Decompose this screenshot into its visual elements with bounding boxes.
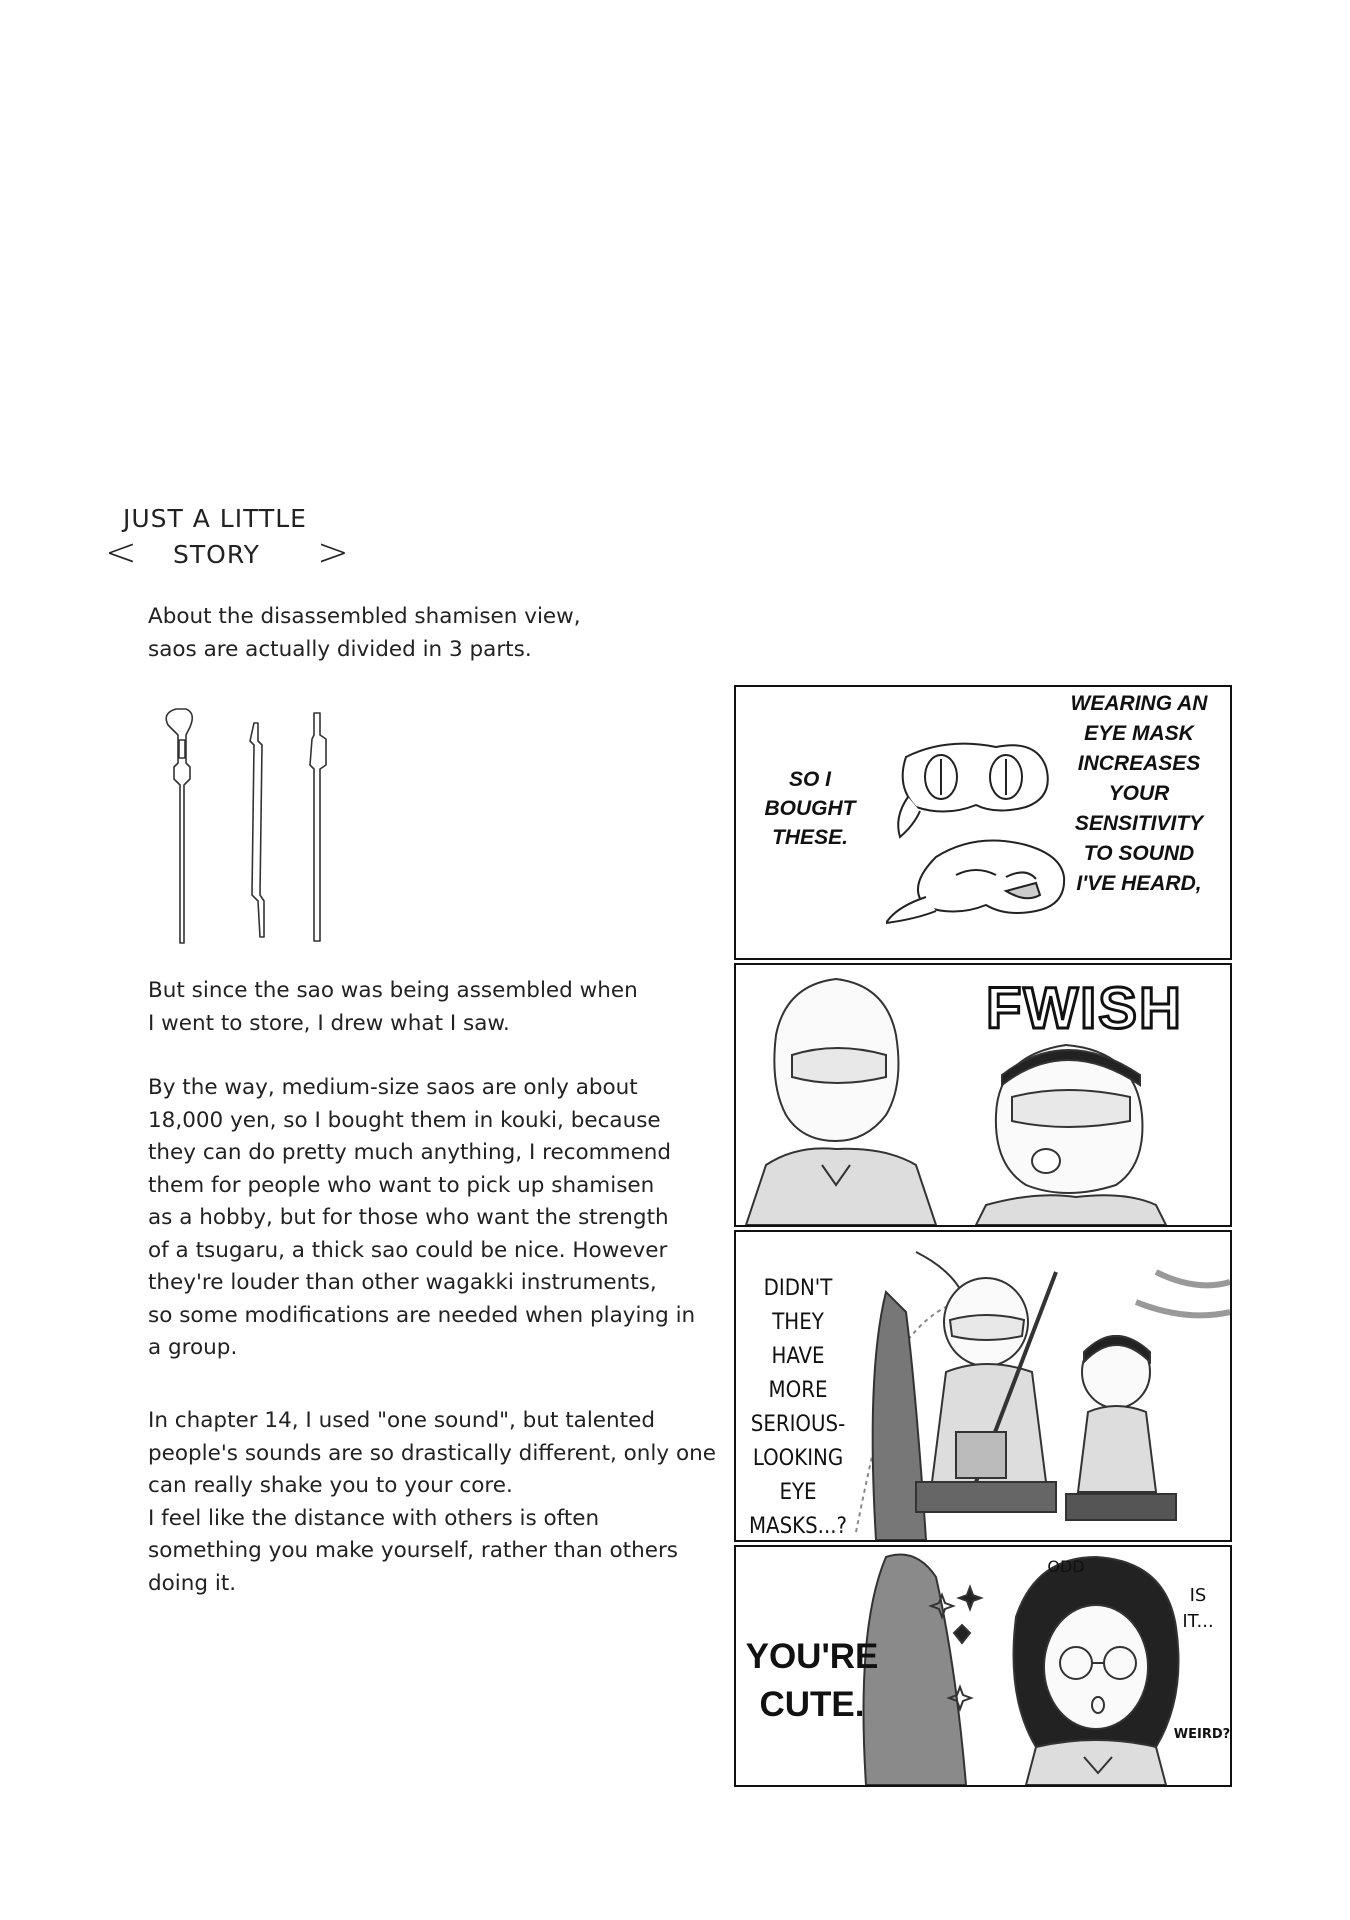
header-bracket-right: >	[317, 530, 349, 574]
notes-line: of a tsugaru, a thick sao could be nice. However	[148, 1237, 668, 1263]
speech-line: YOUR	[1108, 782, 1170, 805]
speech-line: THEY HAVE	[771, 1310, 825, 1369]
notes-line: doing it.	[148, 1570, 237, 1596]
sao-part-middle	[250, 723, 264, 937]
speech-line: IT...	[1182, 1611, 1214, 1632]
speech-line: EYE MASK	[1084, 722, 1194, 745]
comic-panel-3	[734, 1230, 1232, 1542]
header-title-line1: JUST A LITTLE	[123, 504, 307, 533]
notes-line: so some modifications are needed when playing in	[148, 1302, 696, 1328]
speech-bubble	[744, 1272, 852, 1542]
speech-line: SENSITIVITY	[1074, 812, 1204, 835]
notes-line: they can do pretty much anything, I recommend	[148, 1140, 672, 1165]
header-title-line2: STORY	[173, 540, 260, 569]
speech-line: LOOKING	[752, 1446, 844, 1471]
sfx-fwish: FWISH	[986, 976, 1183, 1041]
speech-line: I'VE HEARD,	[1076, 872, 1202, 895]
speech-line: MORE	[768, 1378, 828, 1403]
notes-line: as a hobby, but for those who want the strength	[148, 1205, 669, 1230]
speech-bubble-left	[750, 765, 870, 852]
speech-line: IS	[1189, 1585, 1207, 1606]
notes-line: a group.	[148, 1335, 238, 1360]
sao-part-lower	[310, 713, 326, 941]
speech-weird: WEIRD?	[1173, 1727, 1231, 1742]
comic-panel-2	[734, 963, 1232, 1227]
speech-line: WEARING AN	[1070, 692, 1208, 715]
notes-line: 18,000 yen, so I bought them in kouki, because	[148, 1107, 661, 1133]
notes-paragraph-3	[148, 1072, 708, 1365]
speech-line: DIDN'T	[763, 1276, 833, 1301]
notes-line: About the disassembled shamisen view,	[148, 604, 581, 629]
speech-bubble-right	[1054, 689, 1224, 899]
section-header	[105, 500, 349, 580]
notes-line: something you make yourself, rather than others	[148, 1538, 678, 1563]
header-bracket-left: <	[105, 530, 137, 574]
speech-line: INCREASES	[1077, 752, 1201, 775]
notes-intro	[148, 601, 708, 666]
notes-line: saos are actually divided in 3 parts.	[148, 636, 532, 662]
speech-line: EYE	[779, 1480, 817, 1505]
comic-strip	[734, 685, 1232, 1787]
speech-line: BOUGHT	[764, 797, 856, 820]
notes-line: But since the sao was being assembled when	[148, 978, 638, 1003]
notes-paragraph-4	[148, 1405, 716, 1600]
notes-line: In chapter 14, I used "one sound", but talented	[148, 1408, 655, 1433]
sfx-odd: ODD	[1047, 1557, 1085, 1576]
comic-panel-4	[734, 1545, 1232, 1787]
speech-bubble-left	[742, 1633, 882, 1729]
speech-line: THESE.	[772, 826, 848, 849]
notes-line: By the way, medium-size saos are only about	[148, 1075, 638, 1100]
speech-line: SO I	[788, 768, 831, 791]
notes-line: people's sounds are so drastically different, only one	[148, 1440, 716, 1466]
notes-line: they're louder than other wagakki instruments,	[148, 1270, 657, 1295]
speech-bubble-right	[1172, 1583, 1224, 1635]
comic-panel-1	[734, 685, 1232, 960]
speech-line: SERIOUS-	[750, 1412, 846, 1437]
speech-line: MASKS...?	[748, 1514, 848, 1539]
notes-line: I feel like the distance with others is often	[148, 1505, 600, 1531]
speech-line: YOU'RE	[745, 1637, 879, 1676]
speech-line: CUTE.	[759, 1685, 865, 1724]
notes-line: I went to store, I drew what I saw.	[148, 1010, 510, 1036]
speech-line: TO SOUND	[1083, 842, 1195, 865]
sao-parts-sketch	[150, 705, 360, 955]
notes-paragraph-2	[148, 975, 708, 1040]
notes-line: them for people who want to pick up shamisen	[148, 1172, 655, 1198]
notes-line: can really shake you to your core.	[148, 1473, 513, 1498]
